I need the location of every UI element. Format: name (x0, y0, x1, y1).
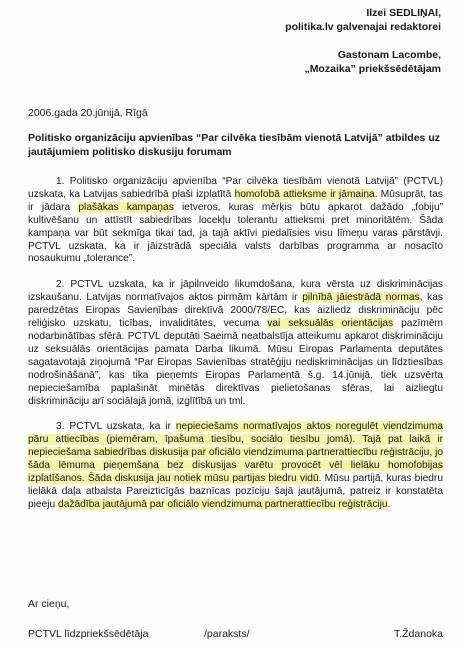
recipients-block (285, 6, 441, 90)
paragraph-text: 2. PCTVL uzskata, ka ir jāpilnveido likumdošana, kura vērsta uz diskriminācijas izskaušanu. Latvijas normatīvajos aktos pirmām kārtām ir (28, 279, 443, 304)
document-title: Politisko organizāciju apvienības “Par cilvēka tiesībām vienotā Latvijā” atbildes uz jautājumiem politisko diskusiju forumam (28, 132, 440, 158)
paragraph-text: ietveros, kuras mērķis būtu apkarot dažādo „fobiju” kultivēšanu un attīstīt sabiedrības locekļu tolerantu attieksmi pret minoritātēm. Šāda kampaņa var būt sekmīga tikai tad, ja tajā aktīvi piedalīsies visu līmeņu varas pārstāvji. PCTVL uzskata, ka ir jāizstrādā speciāla valsts darbības programma ar nosacīto nosaukumu „tolerance”. (28, 201, 444, 265)
signature-placeholder: /paraksts/ (204, 628, 250, 640)
signatory-role: PCTVL līdzpriekšsēdētāja (28, 628, 149, 640)
paragraph-2 (28, 279, 443, 408)
recipient-role-2: „Mozaika” priekšsēdētājam (304, 63, 441, 75)
document-body (28, 176, 443, 525)
recipient-name-2: Gastonam Lacombe, (337, 49, 441, 61)
highlighted-text: nepieciešams normatīvajos aktos noregulēt viendzimuma pāru attiecības (piemēram, īpašuma tiesību, sociālo tiesību jomā). Tajā pat laikā ir nepieciešama sabiedrības diskusija par oficiālo viendzimuma partnerattiecību reģistrāciju, jo šāda lēmuma pieņemšana bez diskusijas varētu provocēt vēl lielāku homofobijas izplatīšanos. Šāda diskusija jau notiek mūsu partijas biedru vidū (28, 421, 444, 485)
recipient-role-1: politika.lv galvenajai redaktorei (285, 21, 441, 33)
paragraph-text: . (387, 498, 391, 510)
paragraph-text: pazīmēm nodarbinātības sfērā. PCTVL deputāti Saeimā neatbalstīja atteikumu apkarot diskrimināciju uz seksuālās orientācijas pamata Darba likumā. Mūsu Eiropas Parlamenta deputātes sagatavotajā ziņojumā “Par Eiropas Savienības stratēģiju nediskriminācijas un līdztiesības nodrošināšanā”, kas tika pieņemts Eiropas Parlamentā š.g. 14.jūnijā, tiek uzsvērta nepieciešamība paplašināt minētās direktīvas pielietošanas sfēras, lai aizliegtu diskrimināciju arī sociālajā jomā, izglītībā un tml. (28, 318, 444, 407)
paragraph-text: . Mūsu partijā, kuras biedru lielākā daļa atbalsta Pareizticīgās baznīcas pozīciju šajā jautājumā, patreiz ir konstatēta pieeju (28, 473, 443, 510)
highlighted-text: plašākas kampaņas (78, 201, 174, 213)
recipient-chair (285, 48, 441, 76)
paragraph-text: . Mūsuprāt, tas ir jādara (28, 188, 443, 213)
signatory-name: T.Ždanoka (393, 628, 443, 640)
paragraph-1 (28, 176, 443, 266)
document-date: 2006.gada 20.jūnijā, Rīgā (28, 107, 148, 119)
highlighted-text: homofobā attieksme ir jāmaina (234, 188, 375, 200)
recipient-editor (285, 6, 441, 34)
paragraph-text: , kas paredzētas Eiropas Savienības direktīvā 2000/78/EC, kas aizliedz diskrimināciju pēc reliģisko uzskatu, ticības, invaliditātes, vecuma (28, 292, 444, 330)
paragraph-3 (28, 421, 443, 511)
highlighted-text: vai seksuālās orientācijas (267, 318, 394, 330)
recipient-name-1: Ilzei SEDLIŅAI, (366, 7, 441, 19)
highlighted-text: dažādība jautājumā par oficiālo viendzimuma partnerattiecību reģistrāciju (58, 498, 388, 510)
closing-salutation: Ar cieņu, (28, 598, 70, 610)
paragraph-text: 1. Politisko organizāciju apvienība “Par cilvēka tiesībām vienotā Latvijā” (PCTVL) uzskata, ka Latvijas sabiedrībā plaši izplatītā (28, 176, 443, 200)
highlighted-text: pilnībā jāiestrādā normas (302, 292, 420, 304)
paragraph-text: 3. PCTVL uzskata, ka ir (56, 421, 176, 433)
